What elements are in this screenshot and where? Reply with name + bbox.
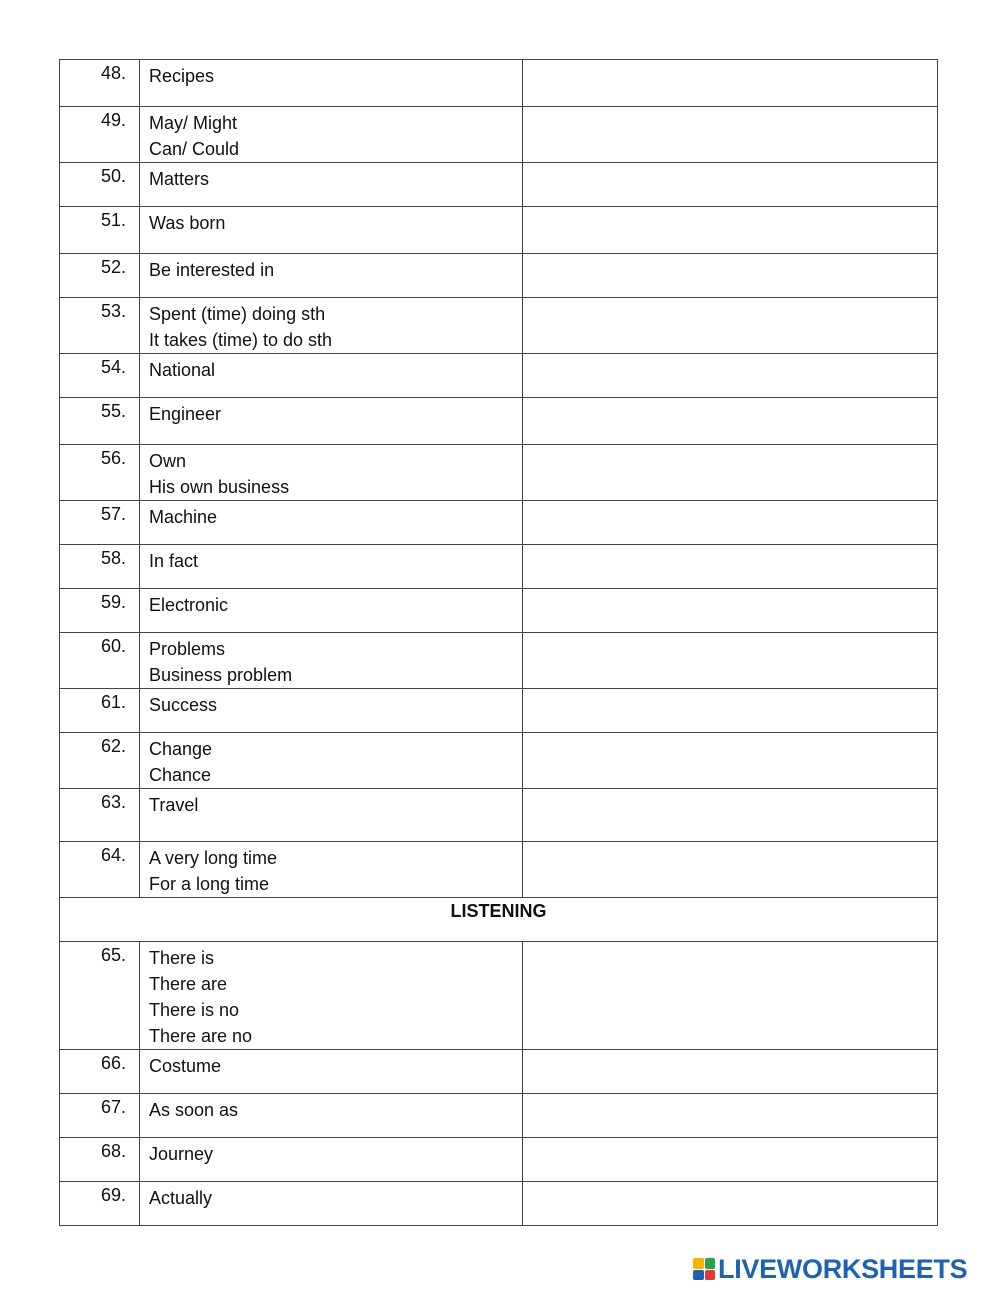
answer-cell[interactable] <box>523 689 938 733</box>
row-number: 51. <box>60 207 140 254</box>
answer-cell[interactable] <box>523 733 938 789</box>
term-text: Be interested in <box>149 260 275 280</box>
answer-cell[interactable] <box>523 298 938 354</box>
term-text: Recipes <box>149 66 215 86</box>
table-row <box>60 207 938 254</box>
term-text: May/ Might <box>149 113 238 133</box>
table-row <box>60 633 938 689</box>
table-row <box>60 1050 938 1094</box>
term-text: Actually <box>149 1188 213 1208</box>
table-row <box>60 1138 938 1182</box>
term-cell <box>140 1050 523 1094</box>
section-heading: LISTENING <box>60 898 938 942</box>
table-row <box>60 501 938 545</box>
table-row <box>60 60 938 107</box>
term-text: Can/ Could <box>149 139 240 159</box>
term-cell <box>140 298 523 354</box>
table-row <box>60 545 938 589</box>
row-number: 58. <box>60 545 140 589</box>
answer-cell[interactable] <box>523 1182 938 1226</box>
answer-cell[interactable] <box>523 842 938 898</box>
section-row <box>60 898 938 942</box>
term-text: Matters <box>149 169 210 189</box>
table-row <box>60 589 938 633</box>
term-text: National <box>149 360 216 380</box>
table-row <box>60 254 938 298</box>
logo-square <box>693 1270 704 1281</box>
term-cell <box>140 545 523 589</box>
term-text: Problems <box>149 639 226 659</box>
answer-cell[interactable] <box>523 1138 938 1182</box>
table-row <box>60 842 938 898</box>
answer-cell[interactable] <box>523 1050 938 1094</box>
term-text: Spent (time) doing sth <box>149 304 326 324</box>
term-cell <box>140 633 523 689</box>
term-text: Was born <box>149 213 226 233</box>
answer-cell[interactable] <box>523 445 938 501</box>
row-number: 64. <box>60 842 140 898</box>
table-row <box>60 1182 938 1226</box>
term-cell <box>140 398 523 445</box>
row-number: 60. <box>60 633 140 689</box>
row-number: 62. <box>60 733 140 789</box>
term-text: Journey <box>149 1144 214 1164</box>
term-cell <box>140 1138 523 1182</box>
row-number: 69. <box>60 1182 140 1226</box>
row-number: 61. <box>60 689 140 733</box>
term-cell <box>140 207 523 254</box>
term-text: Machine <box>149 507 218 527</box>
logo-mark-icon <box>693 1258 715 1280</box>
row-number: 68. <box>60 1138 140 1182</box>
term-text: In fact <box>149 551 199 571</box>
logo-square <box>693 1258 704 1269</box>
row-number: 65. <box>60 942 140 1050</box>
term-cell <box>140 107 523 163</box>
row-number: 67. <box>60 1094 140 1138</box>
term-text: It takes (time) to do sth <box>149 330 333 350</box>
term-text: Business problem <box>149 665 293 685</box>
table-row <box>60 107 938 163</box>
term-cell <box>140 589 523 633</box>
term-text: A very long time <box>149 848 278 868</box>
answer-cell[interactable] <box>523 354 938 398</box>
term-text: Travel <box>149 795 199 815</box>
term-text: There are no <box>149 1026 253 1046</box>
table-row <box>60 163 938 207</box>
term-cell <box>140 501 523 545</box>
term-cell <box>140 1182 523 1226</box>
term-text: His own business <box>149 477 290 497</box>
term-text: For a long time <box>149 874 270 894</box>
term-text: Chance <box>149 765 212 785</box>
row-number: 48. <box>60 60 140 107</box>
table-row <box>60 445 938 501</box>
answer-cell[interactable] <box>523 207 938 254</box>
answer-cell[interactable] <box>523 1094 938 1138</box>
liveworksheets-logo[interactable] <box>693 1255 967 1283</box>
table-row <box>60 789 938 842</box>
table-row <box>60 1094 938 1138</box>
term-text: There is no <box>149 1000 240 1020</box>
answer-cell[interactable] <box>523 633 938 689</box>
table-row <box>60 689 938 733</box>
term-cell <box>140 789 523 842</box>
answer-cell[interactable] <box>523 398 938 445</box>
answer-cell[interactable] <box>523 501 938 545</box>
vocabulary-table <box>59 59 938 1226</box>
term-text: As soon as <box>149 1100 239 1120</box>
term-cell <box>140 733 523 789</box>
term-cell <box>140 1094 523 1138</box>
answer-cell[interactable] <box>523 107 938 163</box>
term-cell <box>140 163 523 207</box>
term-cell <box>140 842 523 898</box>
row-number: 63. <box>60 789 140 842</box>
row-number: 59. <box>60 589 140 633</box>
table-row <box>60 298 938 354</box>
row-number: 52. <box>60 254 140 298</box>
table-row <box>60 354 938 398</box>
logo-square <box>705 1258 716 1269</box>
term-text: Electronic <box>149 595 229 615</box>
term-cell <box>140 254 523 298</box>
row-number: 55. <box>60 398 140 445</box>
term-text: Engineer <box>149 404 222 424</box>
answer-cell[interactable] <box>523 589 938 633</box>
answer-cell[interactable] <box>523 254 938 298</box>
term-cell <box>140 354 523 398</box>
answer-cell[interactable] <box>523 789 938 842</box>
logo-text: LIVEWORKSHEETS <box>718 1254 968 1284</box>
term-text: Costume <box>149 1056 222 1076</box>
row-number: 54. <box>60 354 140 398</box>
answer-cell[interactable] <box>523 942 938 1050</box>
term-text: There are <box>149 974 228 994</box>
logo-square <box>705 1270 716 1281</box>
answer-cell[interactable] <box>523 545 938 589</box>
row-number: 50. <box>60 163 140 207</box>
table-row <box>60 733 938 789</box>
table-row <box>60 398 938 445</box>
term-cell <box>140 689 523 733</box>
term-text: Own <box>149 451 187 471</box>
row-number: 53. <box>60 298 140 354</box>
answer-cell[interactable] <box>523 60 938 107</box>
term-cell <box>140 445 523 501</box>
term-text: Success <box>149 695 218 715</box>
row-number: 49. <box>60 107 140 163</box>
term-text: There is <box>149 948 215 968</box>
answer-cell[interactable] <box>523 163 938 207</box>
term-text: Change <box>149 739 213 759</box>
term-cell <box>140 60 523 107</box>
row-number: 57. <box>60 501 140 545</box>
table-row <box>60 942 938 1050</box>
row-number: 56. <box>60 445 140 501</box>
term-cell <box>140 942 523 1050</box>
row-number: 66. <box>60 1050 140 1094</box>
